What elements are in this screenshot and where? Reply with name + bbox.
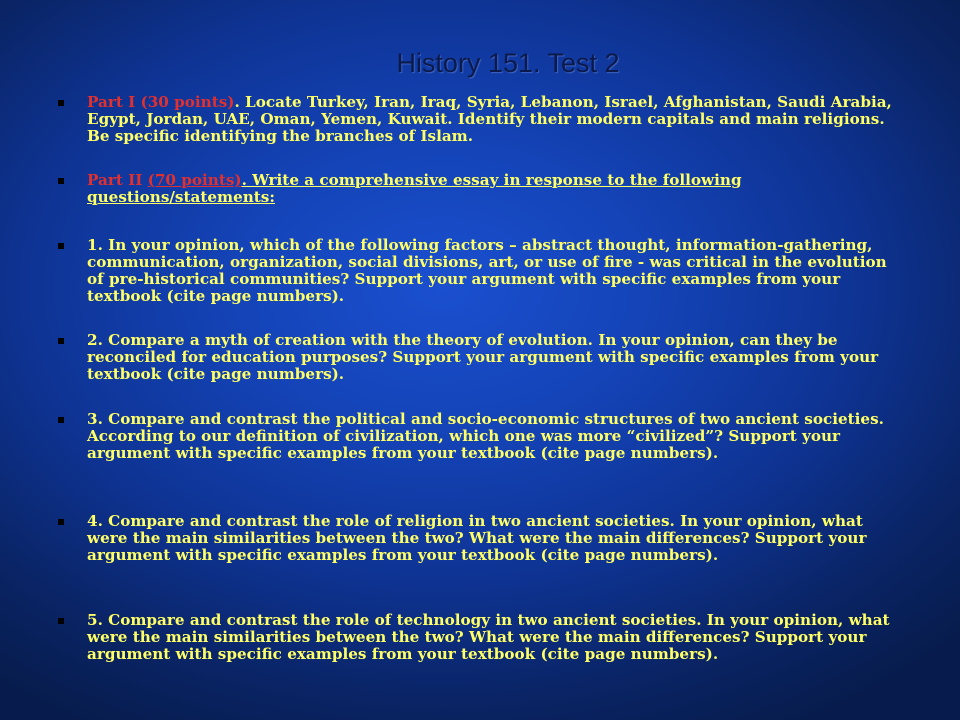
bullet-marker	[58, 100, 64, 106]
part-2-text-block	[87, 172, 908, 206]
question-3-text: 3. Compare and contrast the political and socio-economic structures of two ancient societies. According to our definition of civilization, which one was more “civilized”? Support your argument with specific examples from your textbook (cite page numbers).	[87, 410, 884, 462]
question-1-text: 1. In your opinion, which of the following factors – abstract thought, information-gathering, communication, organization, social divisions, art, or use of fire - was critical in the evolution of pre-historical communities? Support your argument with specific examples from your textbook (cite page numbers).	[87, 236, 887, 305]
bullet-question-5	[58, 612, 908, 663]
question-5-text: 5. Compare and contrast the role of technology in two ancient societies. In your opinion, what were the main similarities between the two? What were the main differences? Support your argument with specific examples from your textbook (cite page numbers).	[87, 611, 890, 663]
question-2-text: 2. Compare a myth of creation with the theory of evolution. In your opinion, can they be reconciled for education purposes? Support your argument with specific examples from your textbook (cite page numbers).	[87, 331, 879, 383]
bullet-part-1	[58, 94, 908, 145]
bullet-question-4	[58, 513, 908, 564]
part-1-label: Part I (30 points)	[87, 93, 235, 111]
bullet-marker	[58, 618, 64, 624]
bullet-marker	[58, 178, 64, 184]
bullet-marker	[58, 519, 64, 525]
bullet-marker	[58, 243, 64, 249]
bullet-question-3	[58, 411, 908, 462]
bullet-marker	[58, 417, 64, 423]
part-1-text: . Locate Turkey, Iran, Iraq, Syria, Lebanon, Israel, Afghanistan, Saudi Arabia, Egypt, Jordan, UAE, Oman, Yemen, Kuwait. Identify their modern capitals and main religions. Be specific identifying the branches of Islam.	[87, 93, 892, 145]
bullet-question-1	[58, 237, 908, 305]
question-4-text: 4. Compare and contrast the role of religion in two ancient societies. In your opinion, what were the main similarities between the two? What were the main differences? Support your argument with specific examples from your textbook (cite page numbers).	[87, 512, 867, 564]
bullet-question-2	[58, 332, 908, 383]
bullet-part-2	[58, 172, 908, 206]
slide-title: History 151. Test 2	[396, 48, 620, 78]
part-2-text: . Write a comprehensive essay in response to the following questions/statements:	[87, 171, 742, 206]
bullet-marker	[58, 338, 64, 344]
part-2-points: (70 points)	[147, 171, 242, 189]
part-2-label: Part II	[87, 171, 148, 189]
part-1-text-block	[87, 94, 908, 145]
